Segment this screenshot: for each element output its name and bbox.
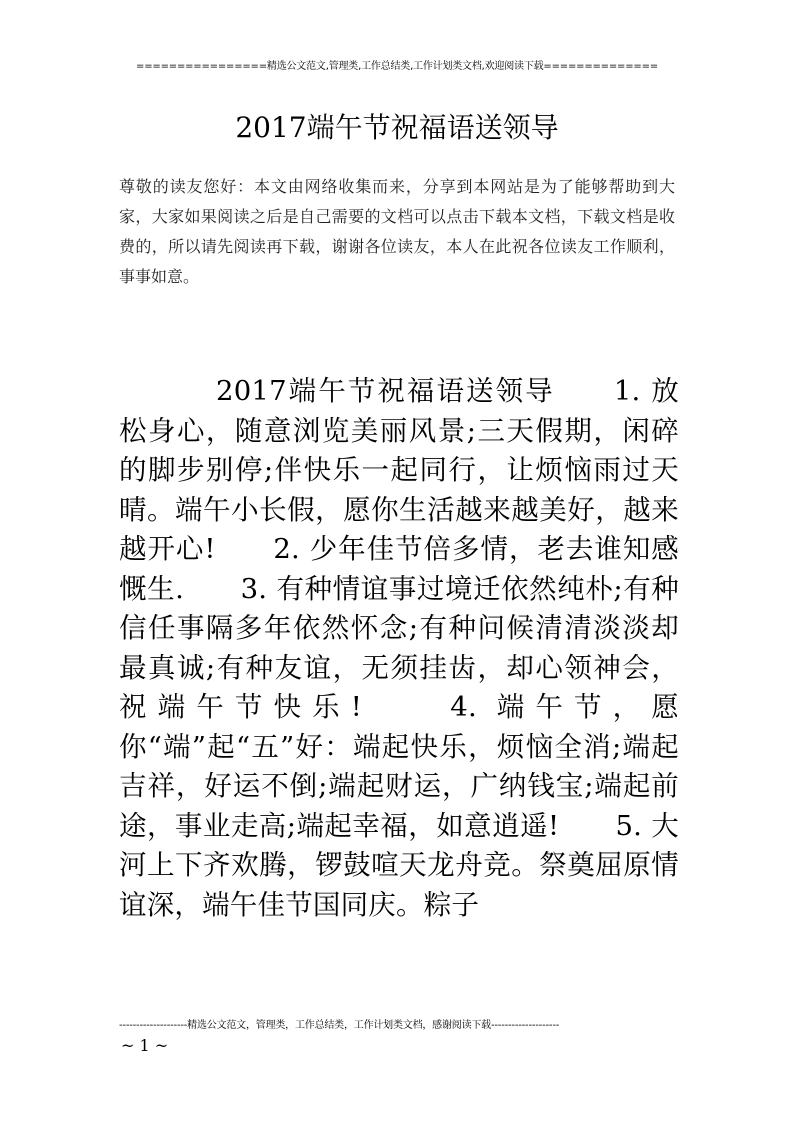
page-header: ================精选公文范文,管理类,工作总结类,工作计划类文档,欢迎阅读下载============== [136,61,658,72]
page-footer: --------------------精选公文范文，管理类，工作总结类，工作计划类文档，感谢阅读下载-------------------- [119,1020,560,1031]
intro-paragraph: 尊敬的读友您好：本文由网络收集而来，分享到本网站是为了能够帮助到大家，大家如果阅读之后是自己需要的文档可以点击下载本文档，下载文档是收费的，所以请先阅读再下载，谢谢各位读友，本人在此祝各位读友工作顺利，事事如意。 [119,177,675,286]
body-paragraph: 2017端午节祝福语送领导 1. 放松身心，随意浏览美丽风景;三天假期，闲碎的脚步别停;伴快乐一起同行，让烦恼雨过天晴。端午小长假，愿你生活越来越美好，越来越开心! 2. 少年佳节倍多情，老去谁知感慨生. 3. 有种情谊事过境迁依然纯朴;有种信任事隔多年依然怀念;有种问候清清淡淡却最真诚;有种友谊，无须挂齿，却心领神会，祝端午节快乐! 4. 端午节，愿你“端”起“五”好：端起快乐，烦恼全消;端起吉祥，好运不倒;端起财运，广纳钱宝;端起前途，事业走高;端起幸福，如意逍遥! 5. 大河上下齐欢腾，锣鼓喧天龙舟竞。祭奠屈原情谊深，端午佳节国同庆。粽子 [119,375,679,921]
page-number: ~ 1 ~ [121,1036,169,1055]
document-title: 2017端午节祝福语送领导 [235,111,559,144]
